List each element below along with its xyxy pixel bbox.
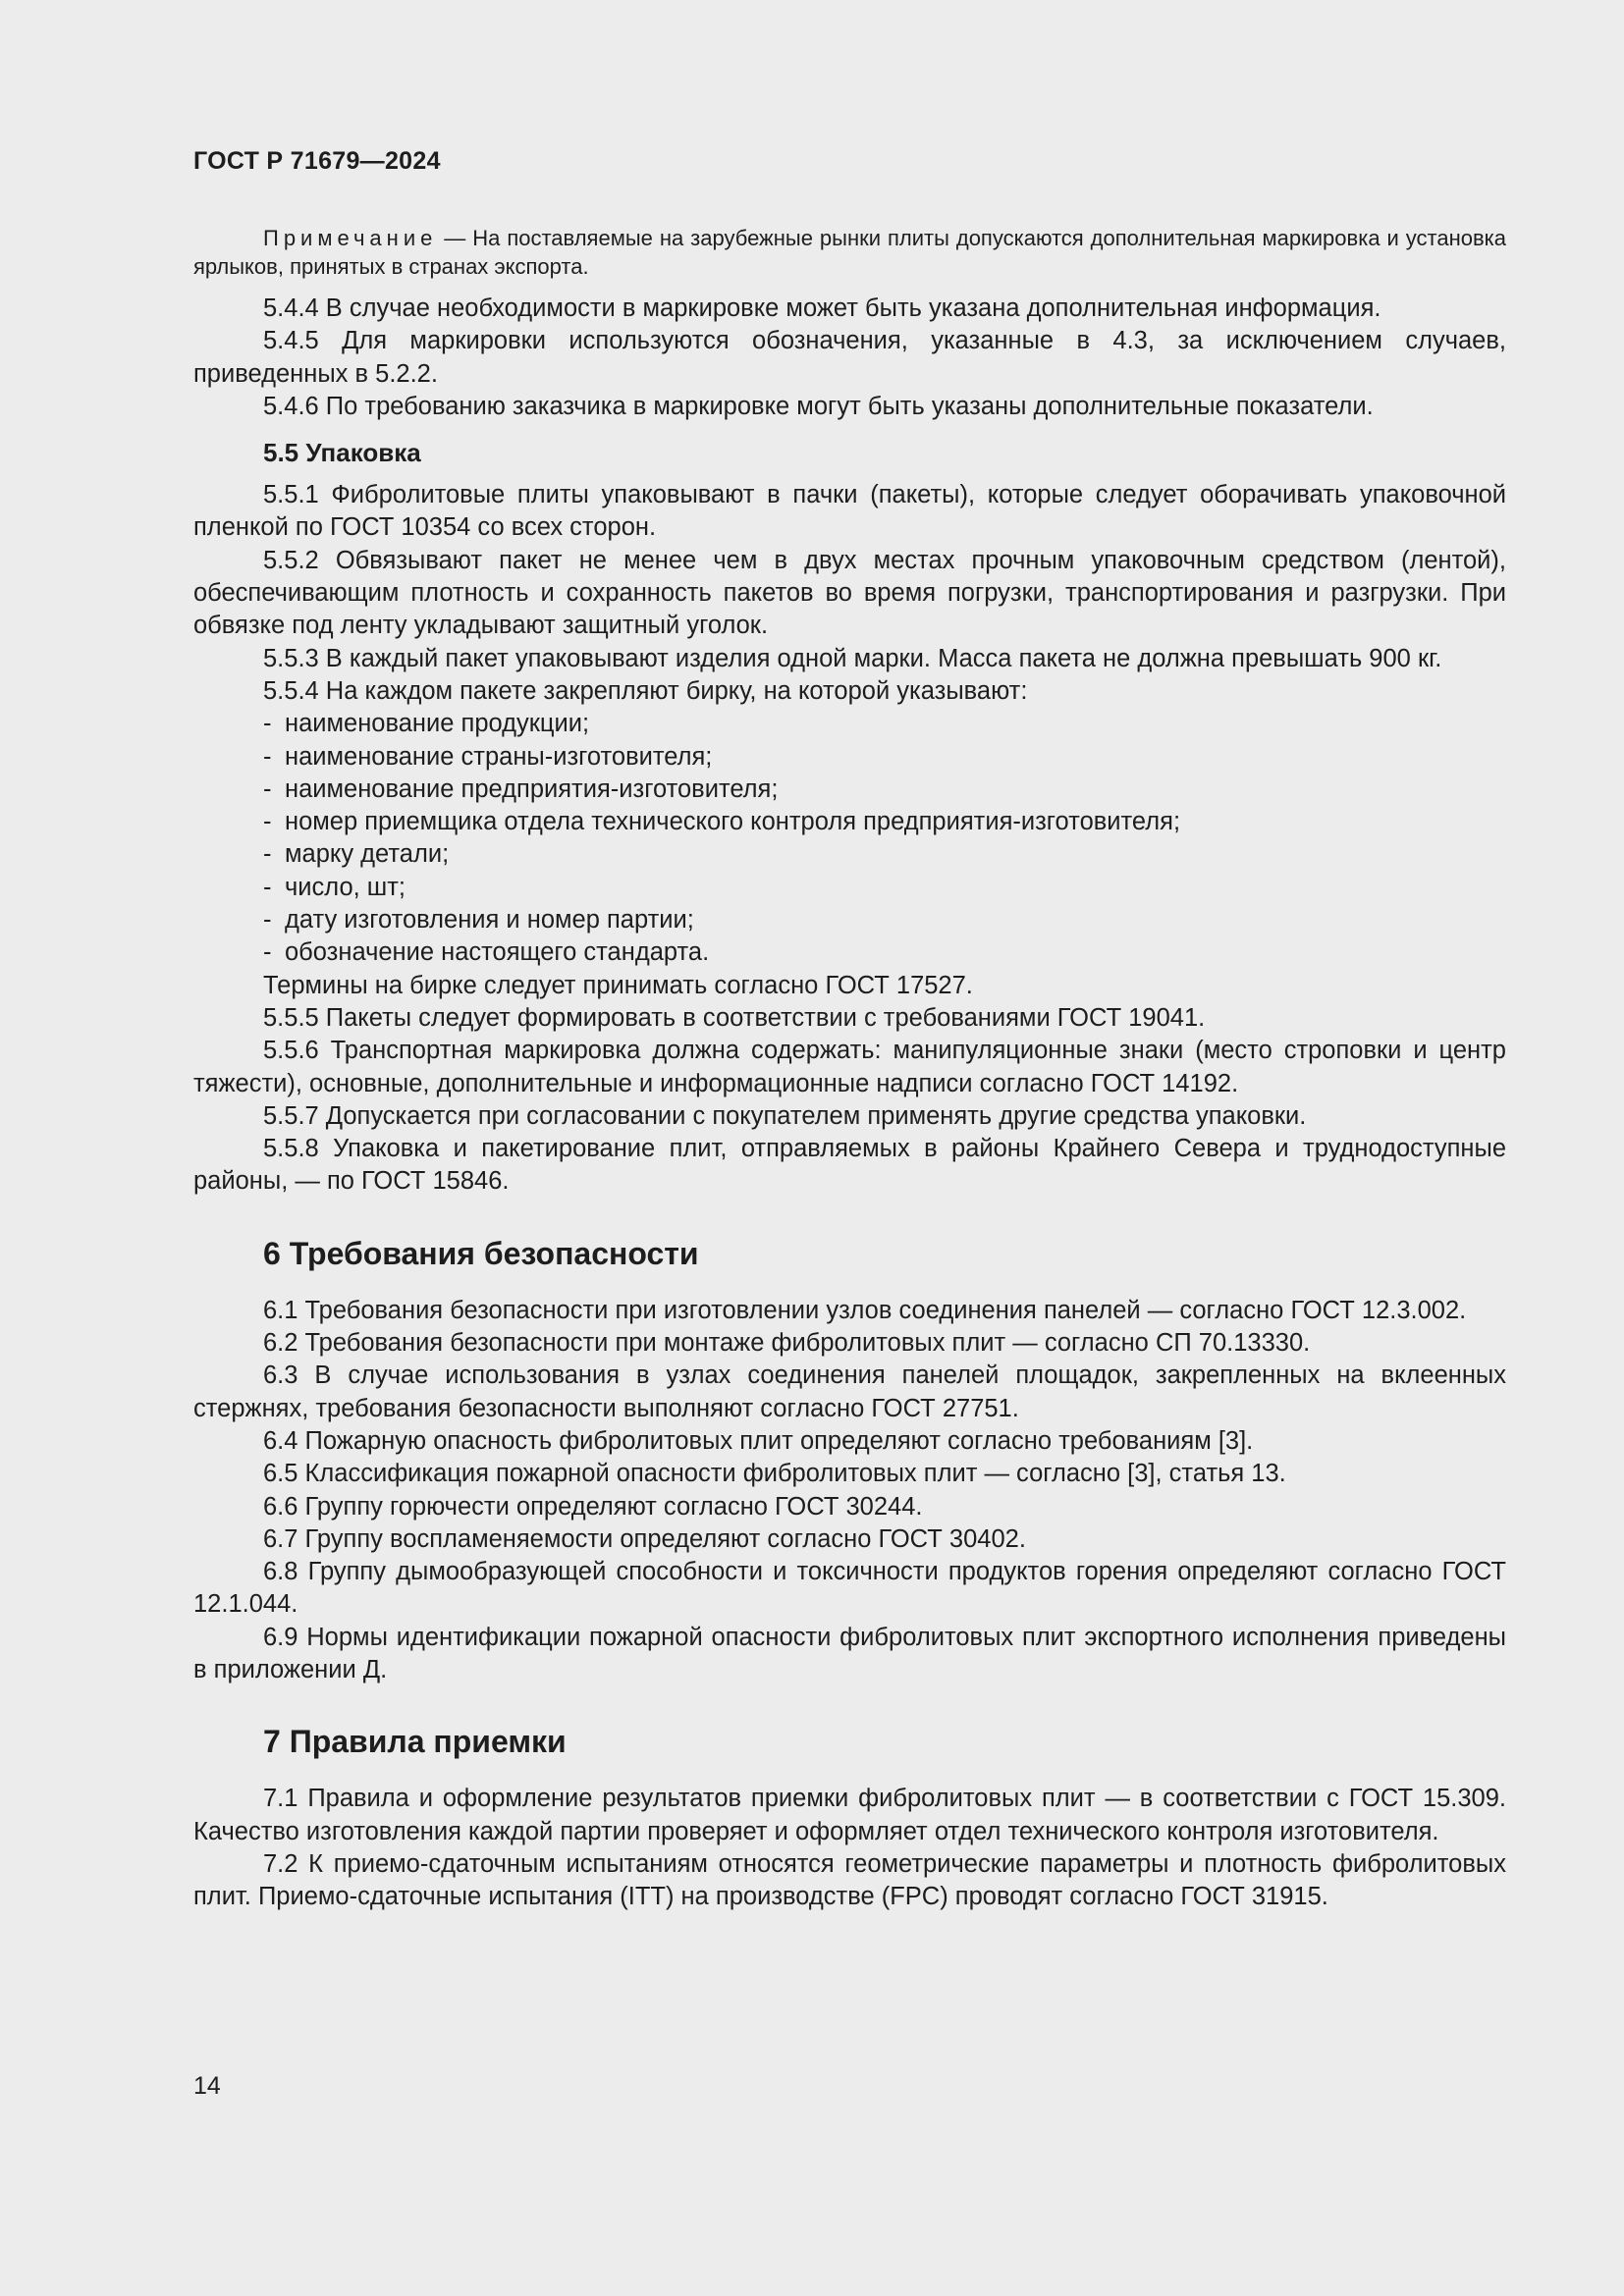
page-number: 14 (193, 2072, 221, 2100)
document-header: ГОСТ Р 71679—2024 (193, 147, 441, 175)
terms-paragraph: Термины на бирке следует принимать согласно ГОСТ 17527. (263, 971, 973, 999)
paragraph-5-5-2: 5.5.2 Обвязывают пакет не менее чем в двух местах прочным упаковочным средством (лентой), обеспечивающим плотность и сохранность пакетов во время погрузки, транспортирования и разгрузки. При обвязке под ленту укладывают защитный уголок. (193, 546, 1506, 640)
paragraph-6-2: 6.2 Требования безопасности при монтаже фибролитовых плит — согласно СП 70.13330. (263, 1329, 1311, 1358)
section-heading-6: 6 Требования безопасности (263, 1235, 699, 1271)
paragraph-5-5-3: 5.5.3 В каждый пакет упаковывают изделия одной марки. Масса пакета не должна превышать 900 кг. (263, 644, 1442, 672)
section-heading-7: 7 Правила приемки (263, 1724, 567, 1760)
paragraph-7-2: 7.2 К приемо-сдаточным испытаниям относятся геометрические параметры и плотность фибролитовых плит. Приемо-сдаточные испытания (ITT) на производстве (FPC) проводят согласно ГОСТ 31915. (193, 1849, 1506, 1911)
note-label: Примечание (263, 226, 438, 250)
paragraph-6-6: 6.6 Группу горючести определяют согласно ГОСТ 30244. (263, 1492, 923, 1521)
paragraph-5-4-5: 5.4.5 Для маркировки используются обозначения, указанные в 4.3, за исключением случаев, приведенных в 5.2.2. (193, 327, 1506, 388)
list-item: - число, шт; (263, 873, 406, 901)
list-item: - наименование продукции; (263, 710, 590, 738)
document-body (193, 224, 1506, 1913)
paragraph-6-1: 6.1 Требования безопасности при изготовлении узлов соединения панелей — согласно ГОСТ 12.3.002. (263, 1296, 1467, 1324)
paragraph-5-4-6: 5.4.6 По требованию заказчика в маркировке могут быть указаны дополнительные показатели. (263, 392, 1374, 420)
section-heading-5-5: 5.5 Упаковка (263, 438, 421, 468)
list-item: - номер приемщика отдела технического контроля предприятия-изготовителя; (263, 808, 1181, 836)
paragraph-5-5-6: 5.5.6 Транспортная маркировка должна содержать: манипуляционные знаки (место строповки и центр тяжести), основные, дополнительные и информационные надписи согласно ГОСТ 14192. (193, 1037, 1506, 1097)
paragraph-5-5-7: 5.5.7 Допускается при согласовании с покупателем применять другие средства упаковки. (263, 1101, 1307, 1130)
paragraph-6-7: 6.7 Группу воспламеняемости определяют согласно ГОСТ 30402. (263, 1524, 1026, 1553)
paragraph-7-1: 7.1 Правила и оформление результатов приемки фибролитовых плит — в соответствии с ГОСТ 15.309. Качество изготовления каждой партии проверяет и оформляет отдел технического контроля изготовителя. (193, 1785, 1506, 1845)
paragraph-5-5-4: 5.5.4 На каждом пакете закрепляют бирку, на которой указывают: (263, 676, 1028, 705)
paragraph-5-5-1: 5.5.1 Фибролитовые плиты упаковывают в пачки (пакеты), которые следует оборачивать упаковочной пленкой по ГОСТ 10354 со всех сторон. (193, 481, 1506, 542)
paragraph-6-5: 6.5 Классификация пожарной опасности фибролитовых плит — согласно [3], статья 13. (263, 1460, 1286, 1488)
paragraph-5-4-4: 5.4.4 В случае необходимости в маркировке может быть указана дополнительная информация. (263, 294, 1381, 322)
paragraph-6-9: 6.9 Нормы идентификации пожарной опасности фибролитовых плит экспортного исполнения приведены в приложении Д. (193, 1623, 1506, 1683)
list-item: - марку детали; (263, 840, 450, 869)
list-item: - обозначение настоящего стандарта. (263, 938, 710, 967)
note-text: — На поставляемые на зарубежные рынки плиты допускаются дополнительная маркировка и установка ярлыков, принятых в странах экспорта. (193, 226, 1506, 279)
paragraph-6-8: 6.8 Группу дымообразующей способности и токсичности продуктов горения определяют согласно ГОСТ 12.1.044. (193, 1558, 1506, 1619)
paragraph-6-4: 6.4 Пожарную опасность фибролитовых плит определяют согласно требованиям [3]. (263, 1426, 1254, 1455)
paragraph-5-5-5: 5.5.5 Пакеты следует формировать в соответствии с требованиями ГОСТ 19041. (263, 1003, 1206, 1032)
list-item: - дату изготовления и номер партии; (263, 906, 694, 934)
note (193, 224, 1506, 281)
list-item: - наименование предприятия-изготовителя; (263, 774, 779, 803)
paragraph-5-5-8: 5.5.8 Упаковка и пакетирование плит, отправляемых в районы Крайнего Севера и труднодоступные районы, — по ГОСТ 15846. (193, 1135, 1506, 1196)
paragraph-6-3: 6.3 В случае использования в узлах соединения панелей площадок, закрепленных на вклеенных стержнях, требования безопасности выполняют согласно ГОСТ 27751. (193, 1362, 1506, 1422)
list-item: - наименование страны-изготовителя; (263, 742, 713, 771)
